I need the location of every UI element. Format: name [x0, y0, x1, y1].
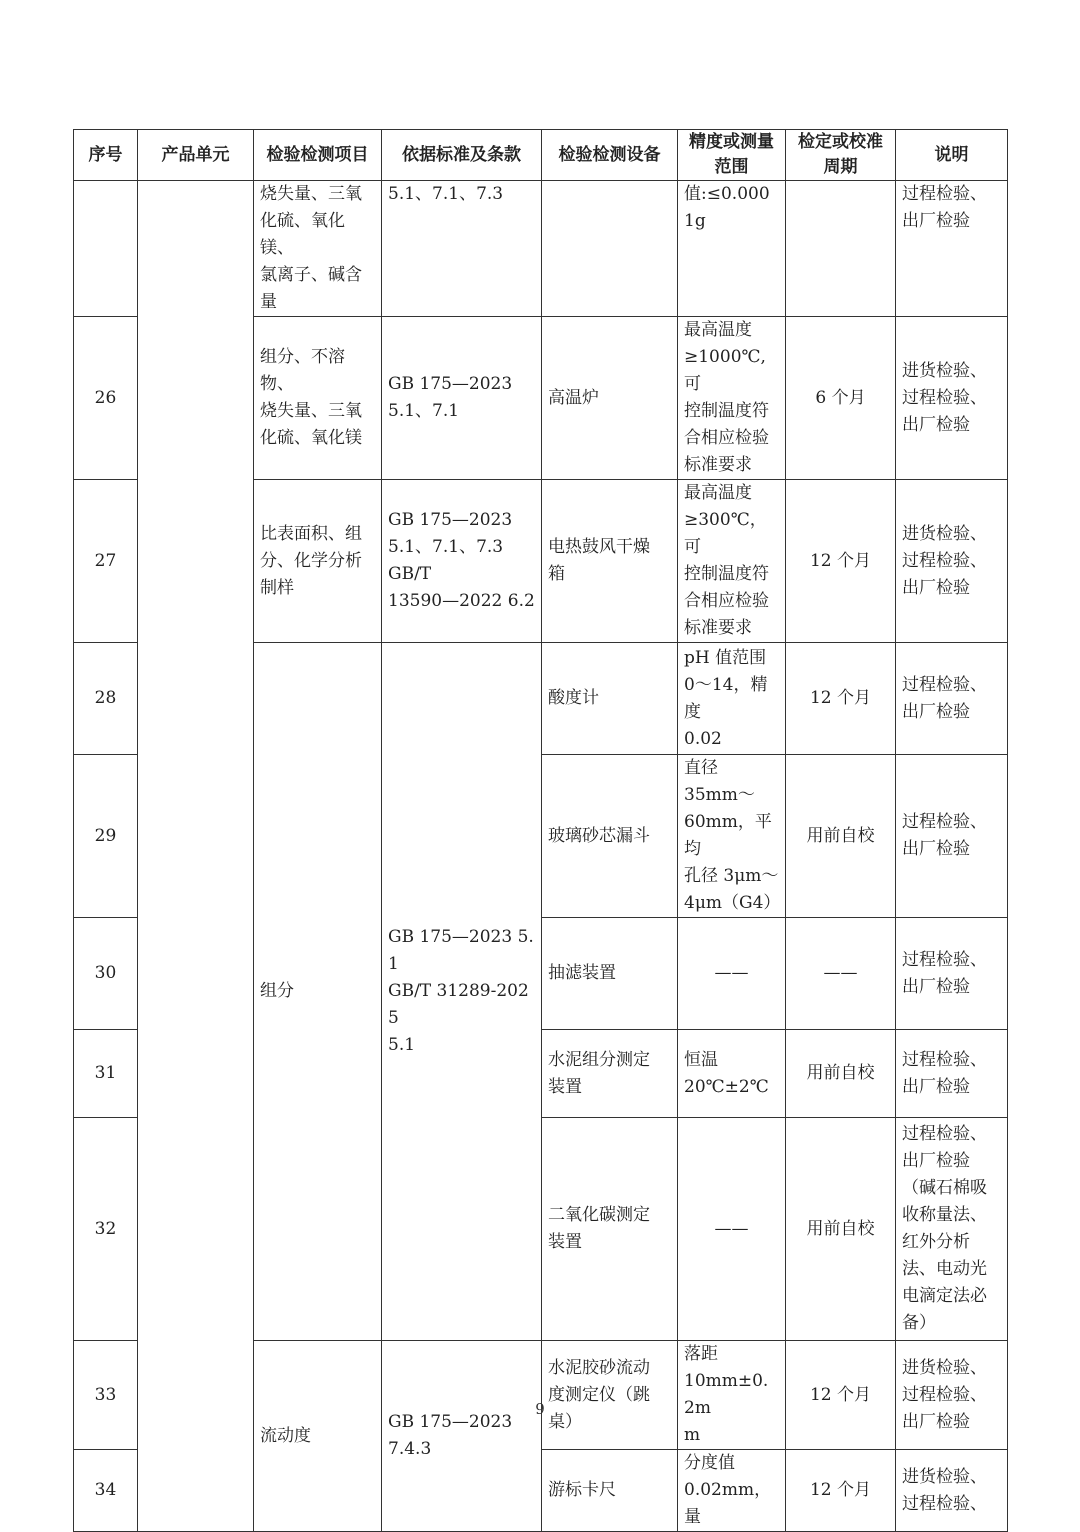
precision-cell: ——: [678, 1118, 786, 1341]
header-device: 检验检测设备: [542, 130, 678, 181]
cycle-cell: 12 个月: [786, 1450, 896, 1532]
note-cell: 过程检验、 出厂检验: [896, 643, 1008, 755]
seq-cell: 30: [74, 918, 138, 1030]
device-cell: 水泥组分测定 装置: [542, 1030, 678, 1118]
note-cell: 进货检验、 过程检验、 出厂检验: [896, 317, 1008, 480]
precision-cell: 最高温度 ≥1000℃,可 控制温度符 合相应检验 标准要求: [678, 317, 786, 480]
precision-cell: 分度值 0.02mm，量: [678, 1450, 786, 1532]
seq-cell: 34: [74, 1450, 138, 1532]
product-unit-cell: [138, 181, 254, 1532]
standard-cell: GB 175—2023 5.1、7.1、7.3 GB/T 13590—2022 6.2: [382, 480, 542, 643]
device-cell: 玻璃砂芯漏斗: [542, 755, 678, 918]
equipment-table: [73, 129, 1008, 1532]
note-cell: 过程检验、 出厂检验 （碱石棉吸 收称量法、 红外分析 法、电动光 电滴定法必 备）: [896, 1118, 1008, 1341]
precision-cell: 落距 10mm±0.2m m: [678, 1341, 786, 1450]
page-number: 9: [535, 1400, 545, 1418]
standard-cell: GB 175—2023 7.4.3: [382, 1341, 542, 1532]
precision-cell: 恒温 20℃±2℃: [678, 1030, 786, 1118]
device-cell: 酸度计: [542, 643, 678, 755]
precision-cell: pH 值范围 0～14，精度 0.02: [678, 643, 786, 755]
table-row: [74, 181, 1008, 317]
cycle-cell: 6 个月: [786, 317, 896, 480]
header-seq: 序号: [74, 130, 138, 181]
note-cell: 进货检验、 过程检验、: [896, 1450, 1008, 1532]
standard-cell: 5.1、7.1、7.3: [382, 181, 542, 317]
header-product-unit: 产品单元: [138, 130, 254, 181]
precision-cell: 最高温度 ≥300℃，可 控制温度符 合相应检验 标准要求: [678, 480, 786, 643]
header-test-item: 检验检测项目: [254, 130, 382, 181]
note-cell: 过程检验、 出厂检验: [896, 755, 1008, 918]
test-item-cell: 流动度: [254, 1341, 382, 1532]
cycle-cell: 用前自校: [786, 755, 896, 918]
precision-cell: ——: [678, 918, 786, 1030]
table-header-row: [74, 130, 1008, 181]
seq-cell: 28: [74, 643, 138, 755]
standard-cell: GB 175—2023 5.1、7.1: [382, 317, 542, 480]
cycle-cell: 用前自校: [786, 1030, 896, 1118]
standard-cell: GB 175—2023 5.1 GB/T 31289-2025 5.1: [382, 643, 542, 1341]
test-item-cell: 组分、不溶物、 烧失量、三氧 化硫、氧化镁: [254, 317, 382, 480]
precision-cell: 直径 35mm～ 60mm，平均 孔径 3μm～ 4μm（G4）: [678, 755, 786, 918]
cycle-cell: ——: [786, 918, 896, 1030]
device-cell: 抽滤装置: [542, 918, 678, 1030]
seq-cell: 26: [74, 317, 138, 480]
header-cycle: 检定或校准 周期: [786, 130, 896, 181]
note-cell: 过程检验、 出厂检验: [896, 181, 1008, 317]
note-cell: 过程检验、 出厂检验: [896, 918, 1008, 1030]
test-item-cell: 组分: [254, 643, 382, 1341]
test-item-cell: 烧失量、三氧 化硫、氧化镁、 氯离子、碱含 量: [254, 181, 382, 317]
seq-cell: [74, 181, 138, 317]
seq-cell: 31: [74, 1030, 138, 1118]
device-cell: 电热鼓风干燥 箱: [542, 480, 678, 643]
seq-cell: 27: [74, 480, 138, 643]
seq-cell: 32: [74, 1118, 138, 1341]
cycle-cell: 12 个月: [786, 480, 896, 643]
device-cell: [542, 181, 678, 317]
device-cell: 水泥胶砂流动 度测定仪（跳 桌）: [542, 1341, 678, 1450]
seq-cell: 29: [74, 755, 138, 918]
note-cell: 进货检验、 过程检验、 出厂检验: [896, 1341, 1008, 1450]
note-cell: 过程检验、 出厂检验: [896, 1030, 1008, 1118]
precision-cell: 值:≤0.0001g: [678, 181, 786, 317]
device-cell: 游标卡尺: [542, 1450, 678, 1532]
cycle-cell: 12 个月: [786, 1341, 896, 1450]
cycle-cell: [786, 181, 896, 317]
test-item-cell: 比表面积、组 分、化学分析 制样: [254, 480, 382, 643]
cycle-cell: 用前自校: [786, 1118, 896, 1341]
device-cell: 二氧化碳测定 装置: [542, 1118, 678, 1341]
header-standard: 依据标准及条款: [382, 130, 542, 181]
note-cell: 进货检验、 过程检验、 出厂检验: [896, 480, 1008, 643]
header-precision: 精度或测量 范围: [678, 130, 786, 181]
header-note: 说明: [896, 130, 1008, 181]
device-cell: 高温炉: [542, 317, 678, 480]
cycle-cell: 12 个月: [786, 643, 896, 755]
seq-cell: 33: [74, 1341, 138, 1450]
